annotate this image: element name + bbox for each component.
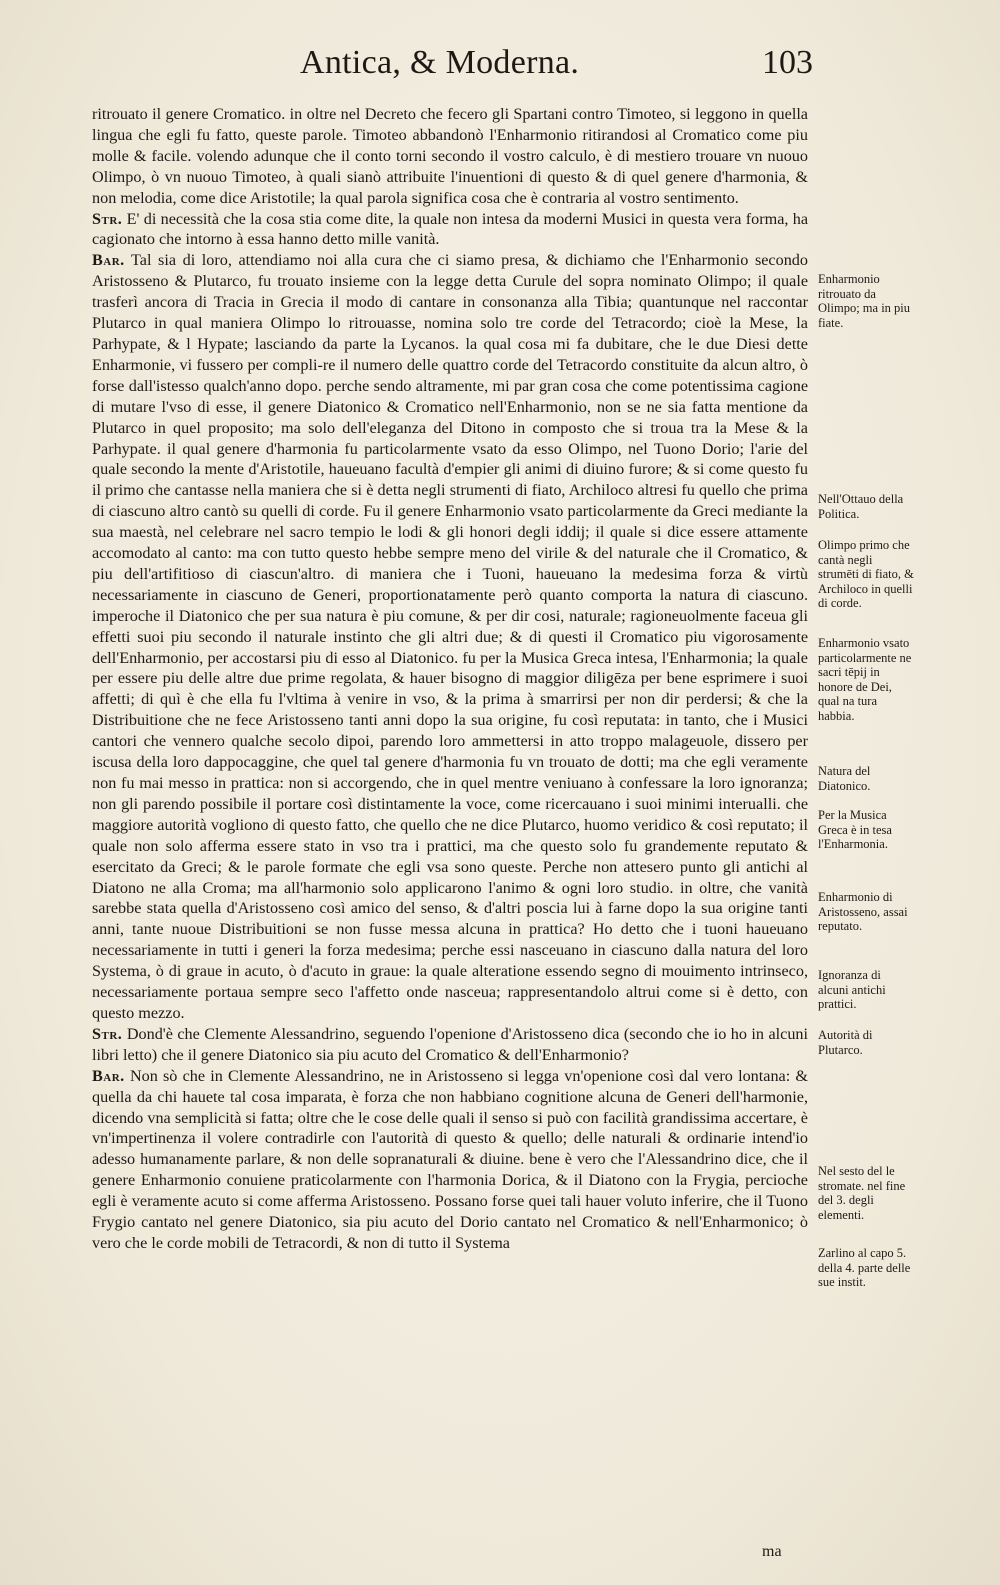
paragraph	[92, 209, 808, 251]
paragraph	[92, 250, 808, 1024]
running-title: Antica, & Moderna.	[300, 44, 580, 81]
page-number: 103	[762, 44, 813, 81]
margin-note: Zarlino al capo 5. della 4. parte delle sue instit.	[818, 1246, 911, 1290]
main-text-block	[92, 104, 808, 1254]
margin-note: Autorità di Plutarco.	[818, 1028, 873, 1057]
paragraph-text: Tal sia di loro, attendiamo noi alla cura che ci siamo presa, & dichiamo che l'Enharmonio secondo Aristosseno & Plutarco, fu trouato insieme con la legge detta Curule del sopra nominato Olimpo; il quale trasferì ancora di Tracia in Grecia il modo di cantare in consonanza alla Tibia; quantunque nel raccontar Plutarco in qual maniera Olimpo lo ritrouasse, nomina solo tre corde del Tetracordo; cioè la Mese, la Parhypate, & l Hypate; lasciando da parte la Lycanos. la qual cosa mi fa dubitare, che le due Diesi dette Enharmonie, vi fussero per compli-re il numero delle quattro corde del Tetracordo constituite da alcun altro, ò forse dall'istesso qualch'anno dopo. perche sendo altramente, mi par gran cosa che come potentissima cagione di mutare l'vso di esse, il genere Diatonico & Cromatico nell'Enharmonio, non se ne sia fatta mentione da Plutarco in quel proposito; ma solo dell'eleganza del Ditono in composto che si troua tra la Mese & la Parhypate. il qual genere d'harmonia fu particolarmente vsato da esso Olimpo, nel Tuono Dorio; l'arie del quale secondo la mente d'Aristotile, haueuano facultà d'empier gli animi di diuino furore; & si come questo fu il primo che cantasse nella maniera che si è detta negli strumenti di fiato, Archiloco altresi fu quello che prima di ciascuno altro cantò su quelli di corde. Fu il genere Enharmonio vsato particolarmente da Greci mediante la sua maestà, nel celebrare nel sacro tempio le lodi & gli honori degli iddij; il quale si dice essere attamente accomodato al canto: ma con tutto questo hebbe sempre meno del virile & del naturale che il Cromatico, & piu dell'artifitioso di ciascun'altro. di maniera che i Tuoni, haueuano la medesima forza & virtù necessariamente in ciascuno de Generi, proportionatamente però quanto comporta la natura di ciascuno. imperoche il Diatonico che per sua natura è piu comune, & per dir cosi, naturale; ragioneuolmente faceua gli effetti suoi piu secondo il naturale instinto che gli altri due; & di questi il Cromatico piu vigorosamente dell'Enharmonio, per accostarsi piu di esso al Diatonico. fu per la Musica Greca intesa, l'Enharmonia; la quale per essere piu delle altre due prime regolata, & hauer bisogno di maggior diligēza per bene esprimere i suoi affetti; di quì è che ella fu l'vltima à venire in vso, & la prima à smarrirsi per non dir perdersi; & che la Distribuitione che ne fece Aristosseno tanti anni dopo la sua origine, fu così reputata: in tanto, che i Musici cantori che vennero qualche secolo dipoi, parendo loro ammettersi in atto troppo malageuole, dissero per iscusa della loro dappocaggine, che quel tal genere d'harmonia fu vn trouato de dotti; ma che egli veramente non fu mai messo in prattica: non si accorgendo, che in quel mentre veniuano à confessare la loro ignoranza; non gli parendo possibile il portare così distintamente la voce, come ricercauano i suoi minimi interualli. che maggiore autorità vogliono di questo fatto, che quello che ne dice Plutarco, huomo veridico & così reputato; il quale non solo afferma essere stato in vso tra i prattici, ma che questo solo fu grandemente reputato & esercitato da Greci; & le parole formate che egli vsa sono queste. Perche non attesero punto gli antichi al Diatono ne alla Croma; ma all'harmonio solo applicarono l'animo & ogni loro studio. in oltre, che vanità sarebbe stata quella d'Aristosseno così amico del senso, & d'altri poscia lui à farne dopo la sua origine tanti anni, tante nuoue Distribuitioni se non fusse messa alcuna in prattica? Ho detto che i tuoni haueuano necessariamente in tutti i generi la forza medesima; perche essi nasceuano in ciascuno dalla natura del loro Systema, ò di graue in acuto, ò d'acuto in graue: la quale alteratione essendo segno di mouimento intrinseco, necessariamente portaua sempre seco l'affetto onde nasceua; rappresentandolo altrui come si è detto, con questo mezzo.	[92, 251, 808, 1022]
speaker-label: Bar.	[92, 1066, 125, 1085]
margin-note: Natura del Diatonico.	[818, 764, 871, 793]
paragraph-text: Non sò che in Clemente Alessandrino, ne in Aristosseno si legga vn'openione così dal vero lontana: & quella da chi hauete tal cosa imparata, è forza che non habbiano cognitione alcuna de Generi dell'harmonie, dicendo vna semplicità si fatta; oltre che le cose delle quali il senso si può con facilità grandissima accertare, è vn'impertinenza il volere contradirle con l'autorità di questo & quello; delle naturali & ordinarie intend'io adesso humanamente parlare, & non delle sopranaturali & diuine. bene è vero che l'Alessandrino dice, che il genere Enharmonio conuiene praticolarmente con l'harmonia Dorica, & il Diatono con la Frygia, percioche egli è veramente acuto si come afferma Aristosseno. Possano forse quei tali hauer voluto inferire, che il Tuono Frygio cantato nel genere Diatonico, sia piu acuto del Dorio cantato nel Cromatico & nell'Enharmonico; ò vero che le corde mobili de Tetracordi, & non di tutto il Systema	[92, 1066, 809, 1252]
margin-note: Olimpo primo che cantà negli strumēti di fiato, & Archiloco in quelli di corde.	[818, 538, 914, 611]
margin-note: Nell'Ottauo della Politica.	[818, 492, 904, 521]
margin-note: Enharmonio vsato particolarmente ne sacri tēpij in honore de Dei, qual na tura habbia.	[818, 636, 912, 723]
margin-note: Per la Musica Greca è in tesa l'Enharmonia.	[818, 808, 892, 852]
paragraph	[92, 1024, 808, 1066]
paragraph	[92, 1066, 808, 1254]
speaker-label: Str.	[92, 209, 123, 228]
paragraph	[92, 104, 808, 209]
margin-note: Nel sesto del le stromate. nel fine del 3. degli elementi.	[818, 1164, 906, 1222]
speaker-label: Str.	[92, 1024, 123, 1043]
page-header	[0, 44, 1000, 94]
paragraph-text: ritrouato il genere Cromatico. in oltre nel Decreto che fecero gli Spartani contro Timoteo, si leggono in quella lingua che egli fu fatto, queste parole. Timoteo abbandonò l'Enharmonio ritirandosi al Cromatico come piu molle & facile. volendo adunque che il conto torni secondo il vostro calculo, è di mestiero trouare vn nuouo Olimpo, ò vn nuouo Timoteo, à quali sianò attribuite l'inuentioni di questo & di quel genere d'harmonia, & non melodia, come dice Aristotile; la qual parola significa cosa che è contraria al vostro sentimento.	[92, 105, 808, 207]
margin-note: Ignoranza di alcuni antichi prattici.	[818, 968, 886, 1012]
margin-note: Enharmonio ritrouato da Olimpo; ma in piu fiate.	[818, 272, 911, 330]
margin-note: Enharmonio di Aristosseno, assai reputato.	[818, 890, 908, 934]
catchword: ma	[762, 1543, 782, 1560]
paragraph-text: Dond'è che Clemente Alessandrino, seguendo l'openione d'Aristosseno dica (secondo che io ho in alcuni libri letto) che il genere Diatonico sia piu acuto del Cromatico & dell'Enharmonio?	[92, 1024, 809, 1064]
speaker-label: Bar.	[92, 251, 125, 270]
paragraph-text: E' di necessità che la cosa stia come dite, la quale non intesa da moderni Musici in questa vera forma, ha cagionato che intorno à essa hanno detto mille vanità.	[92, 209, 809, 249]
